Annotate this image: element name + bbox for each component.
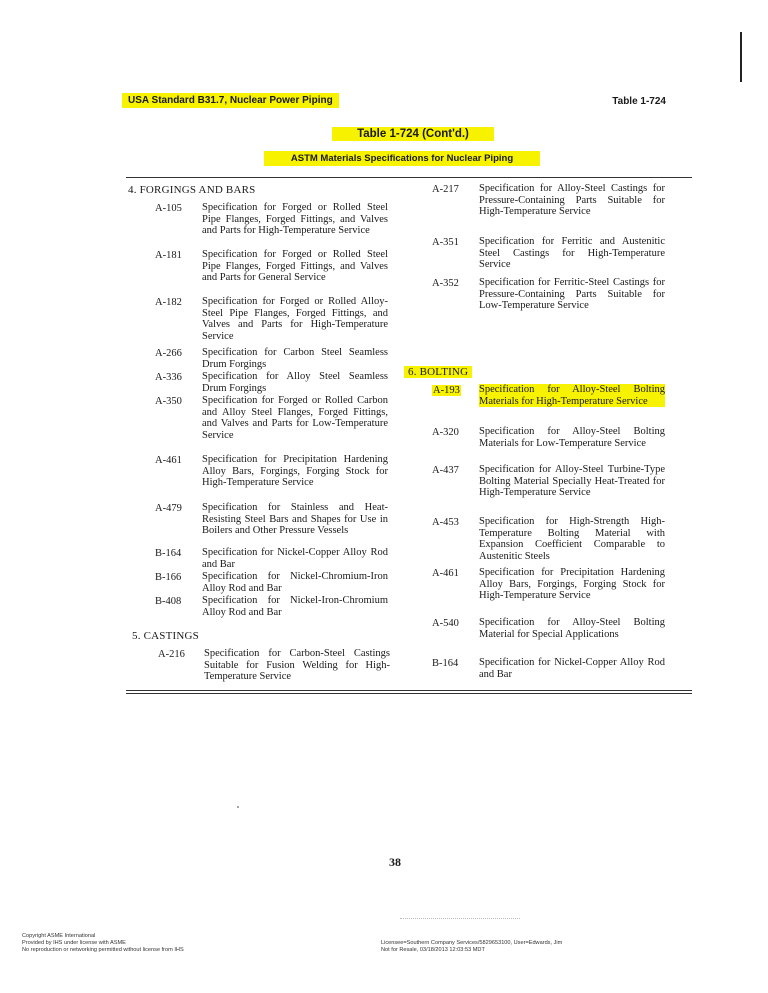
spec-description: Specification for High-Strength High-Temperature Bolting Material with Expansion Coefficient Comparable to Austenitic Steels <box>479 516 665 562</box>
spec-code: B-408 <box>155 596 182 607</box>
spec-code: A-352 <box>432 278 459 289</box>
spec-code: A-350 <box>155 396 182 407</box>
spec-code: A-181 <box>155 250 182 261</box>
spec-description: Specification for Forged or Rolled Steel Pipe Flanges, Forged Fittings, and Valves and Parts for High-Temperature Service <box>202 202 388 237</box>
spec-code: A-461 <box>432 568 459 579</box>
spec-description: Specification for Nickel-Iron-Chromium Alloy Rod and Bar <box>202 595 388 618</box>
spec-code: A-437 <box>432 465 459 476</box>
scan-speck <box>237 806 239 808</box>
footer-license-block <box>381 940 562 954</box>
spec-code: A-453 <box>432 517 459 528</box>
spec-code: B-164 <box>155 548 182 559</box>
spec-description: Specification for Forged or Rolled Steel Pipe Flanges, Forged Fittings, and Valves and Parts for General Service <box>202 249 388 284</box>
table-title: Table 1-724 (Cont'd.) <box>332 127 494 141</box>
spec-code: A-217 <box>432 184 459 195</box>
section-heading-bolting: 6. BOLTING <box>404 366 472 378</box>
spec-code: A-320 <box>432 427 459 438</box>
spec-description: Specification for Nickel-Chromium-Iron Alloy Rod and Bar <box>202 571 388 594</box>
document-header-table-ref: Table 1-724 <box>612 96 666 107</box>
spec-code: A-336 <box>155 372 182 383</box>
spec-description: Specification for Carbon-Steel Castings Suitable for Fusion Welding for High-Temperature Service <box>204 648 390 683</box>
scan-edge-line <box>740 32 742 82</box>
spec-code: B-164 <box>432 658 459 669</box>
spec-description: Specification for Precipitation Hardening Alloy Bars, Forgings, Forging Stock for High-Temperature Service <box>479 567 665 602</box>
section-heading-castings: 5. CASTINGS <box>132 630 199 642</box>
top-rule <box>126 177 692 178</box>
spec-code: A-479 <box>155 503 182 514</box>
spec-description: Specification for Alloy-Steel Turbine-Type Bolting Material Specially Heat-Treated for High-Temperature Service <box>479 464 665 499</box>
spec-code: A-351 <box>432 237 459 248</box>
footer-line: Licensee=Southern Company Services/5829653100, User=Edwards, Jim <box>381 940 563 946</box>
spec-description: Specification for Carbon Steel Seamless Drum Forgings <box>202 347 388 370</box>
spec-description: Specification for Forged or Rolled Carbon and Alloy Steel Flanges, Forged Fittings, and Valves and Parts for Low-Temperature Service <box>202 395 388 441</box>
section-heading-forgings: 4. FORGINGS AND BARS <box>128 184 256 196</box>
spec-description: Specification for Alloy-Steel Bolting Materials for Low-Temperature Service <box>479 426 665 449</box>
spec-description: Specification for Ferritic and Austenitic Steel Castings for High-Temperature Service <box>479 236 665 271</box>
bottom-rule <box>126 690 692 691</box>
spec-description: Specification for Forged or Rolled Alloy-Steel Pipe Flanges, Forged Fittings, and Valves and Parts for High-Temperature Service <box>202 296 388 342</box>
spec-code: A-105 <box>155 203 182 214</box>
spec-description: Specification for Ferritic-Steel Castings for Pressure-Containing Parts Suitable for Low-Temperature Service <box>479 277 665 312</box>
spec-code: A-266 <box>155 348 182 359</box>
footer-line: Copyright ASME International <box>22 933 96 939</box>
spec-description: Specification for Stainless and Heat-Resisting Steel Bars and Shapes for Use in Boilers and Other Pressure Vessels <box>202 502 388 537</box>
spec-code: A-216 <box>158 649 185 660</box>
spec-description: Specification for Alloy-Steel Bolting Materials for High-Temperature Service <box>479 384 665 407</box>
spec-code: A-182 <box>155 297 182 308</box>
footer-copyright-block <box>22 933 184 954</box>
footer-line: Provided by IHS under license with ASME <box>22 940 126 946</box>
footer-line: No reproduction or networking permitted without license from IHS <box>22 947 184 953</box>
table-subtitle: ASTM Materials Specifications for Nuclear Piping <box>264 151 540 166</box>
spec-description: Specification for Precipitation Hardening Alloy Bars, Forgings, Forging Stock for High-Temperature Service <box>202 454 388 489</box>
spec-description: Specification for Alloy-Steel Bolting Material for Special Applications <box>479 617 665 640</box>
spec-code: A-193 <box>433 385 460 396</box>
spec-code: B-166 <box>155 572 182 583</box>
document-header-standard: USA Standard B31.7, Nuclear Power Piping <box>122 93 339 108</box>
spec-description: Specification for Alloy Steel Seamless Drum Forgings <box>202 371 388 394</box>
bottom-rule-double <box>126 693 692 694</box>
spec-description: Specification for Nickel-Copper Alloy Rod and Bar <box>202 547 388 570</box>
spec-description: Specification for Nickel-Copper Alloy Rod and Bar <box>479 657 665 680</box>
footer-line: Not for Resale, 03/18/2013 12:03:53 MDT <box>381 947 485 953</box>
scan-dotted-line <box>400 918 520 919</box>
spec-code: A-461 <box>155 455 182 466</box>
spec-code: A-540 <box>432 618 459 629</box>
page-number: 38 <box>389 855 401 869</box>
spec-description: Specification for Alloy-Steel Castings for Pressure-Containing Parts Suitable for High-Temperature Service <box>479 183 665 218</box>
